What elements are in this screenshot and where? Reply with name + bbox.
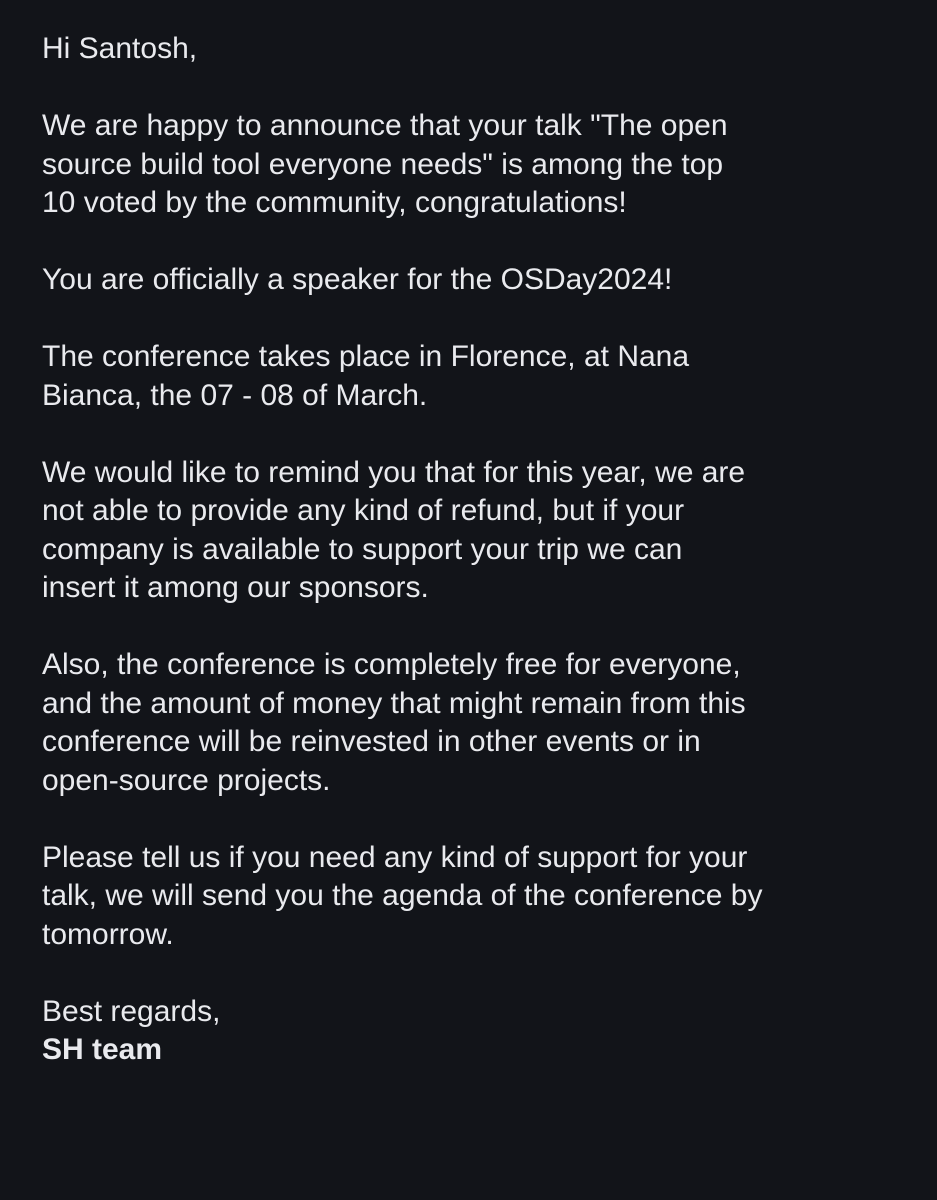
text-line: 10 voted by the community, congratulations! bbox=[42, 186, 627, 219]
text-line: and the amount of money that might remain from this bbox=[42, 686, 746, 720]
text-line: Please tell us if you need any kind of support for your bbox=[42, 840, 748, 874]
closing-line: Best regards, bbox=[42, 994, 221, 1028]
text-line: Also, the conference is completely free for everyone, bbox=[42, 648, 741, 681]
signature: SH team bbox=[42, 1033, 163, 1066]
text-line: insert it among our sponsors. bbox=[42, 571, 429, 604]
text-line: The conference takes place in Florence, at Nana bbox=[42, 340, 690, 373]
paragraph-venue bbox=[42, 338, 917, 415]
text-line: We are happy to announce that your talk "The open bbox=[42, 109, 728, 142]
paragraph-talk-accepted bbox=[42, 107, 917, 223]
text-line: tomorrow. bbox=[42, 917, 174, 951]
text-line: You are officially a speaker for the OSDay2024! bbox=[42, 263, 673, 296]
paragraph-speaker bbox=[42, 261, 917, 300]
text-line: company is available to support your trip we can bbox=[42, 532, 683, 566]
text-line: conference will be reinvested in other events or in bbox=[42, 725, 701, 758]
email-signoff bbox=[42, 993, 917, 1070]
email-greeting bbox=[42, 30, 917, 69]
text-line: source build tool everyone needs" is among the top bbox=[42, 147, 724, 181]
paragraph-refund bbox=[42, 454, 917, 608]
text-line: talk, we will send you the agenda of the conference by bbox=[42, 879, 763, 912]
text-line: not able to provide any kind of refund, but if your bbox=[42, 494, 685, 527]
greeting-line: Hi Santosh, bbox=[42, 32, 198, 65]
text-line: open-source projects. bbox=[42, 763, 331, 797]
text-line: We would like to remind you that for this year, we are bbox=[42, 455, 746, 489]
paragraph-support bbox=[42, 839, 917, 955]
text-line: Bianca, the 07 - 08 of March. bbox=[42, 378, 428, 412]
paragraph-free-conference bbox=[42, 646, 917, 800]
